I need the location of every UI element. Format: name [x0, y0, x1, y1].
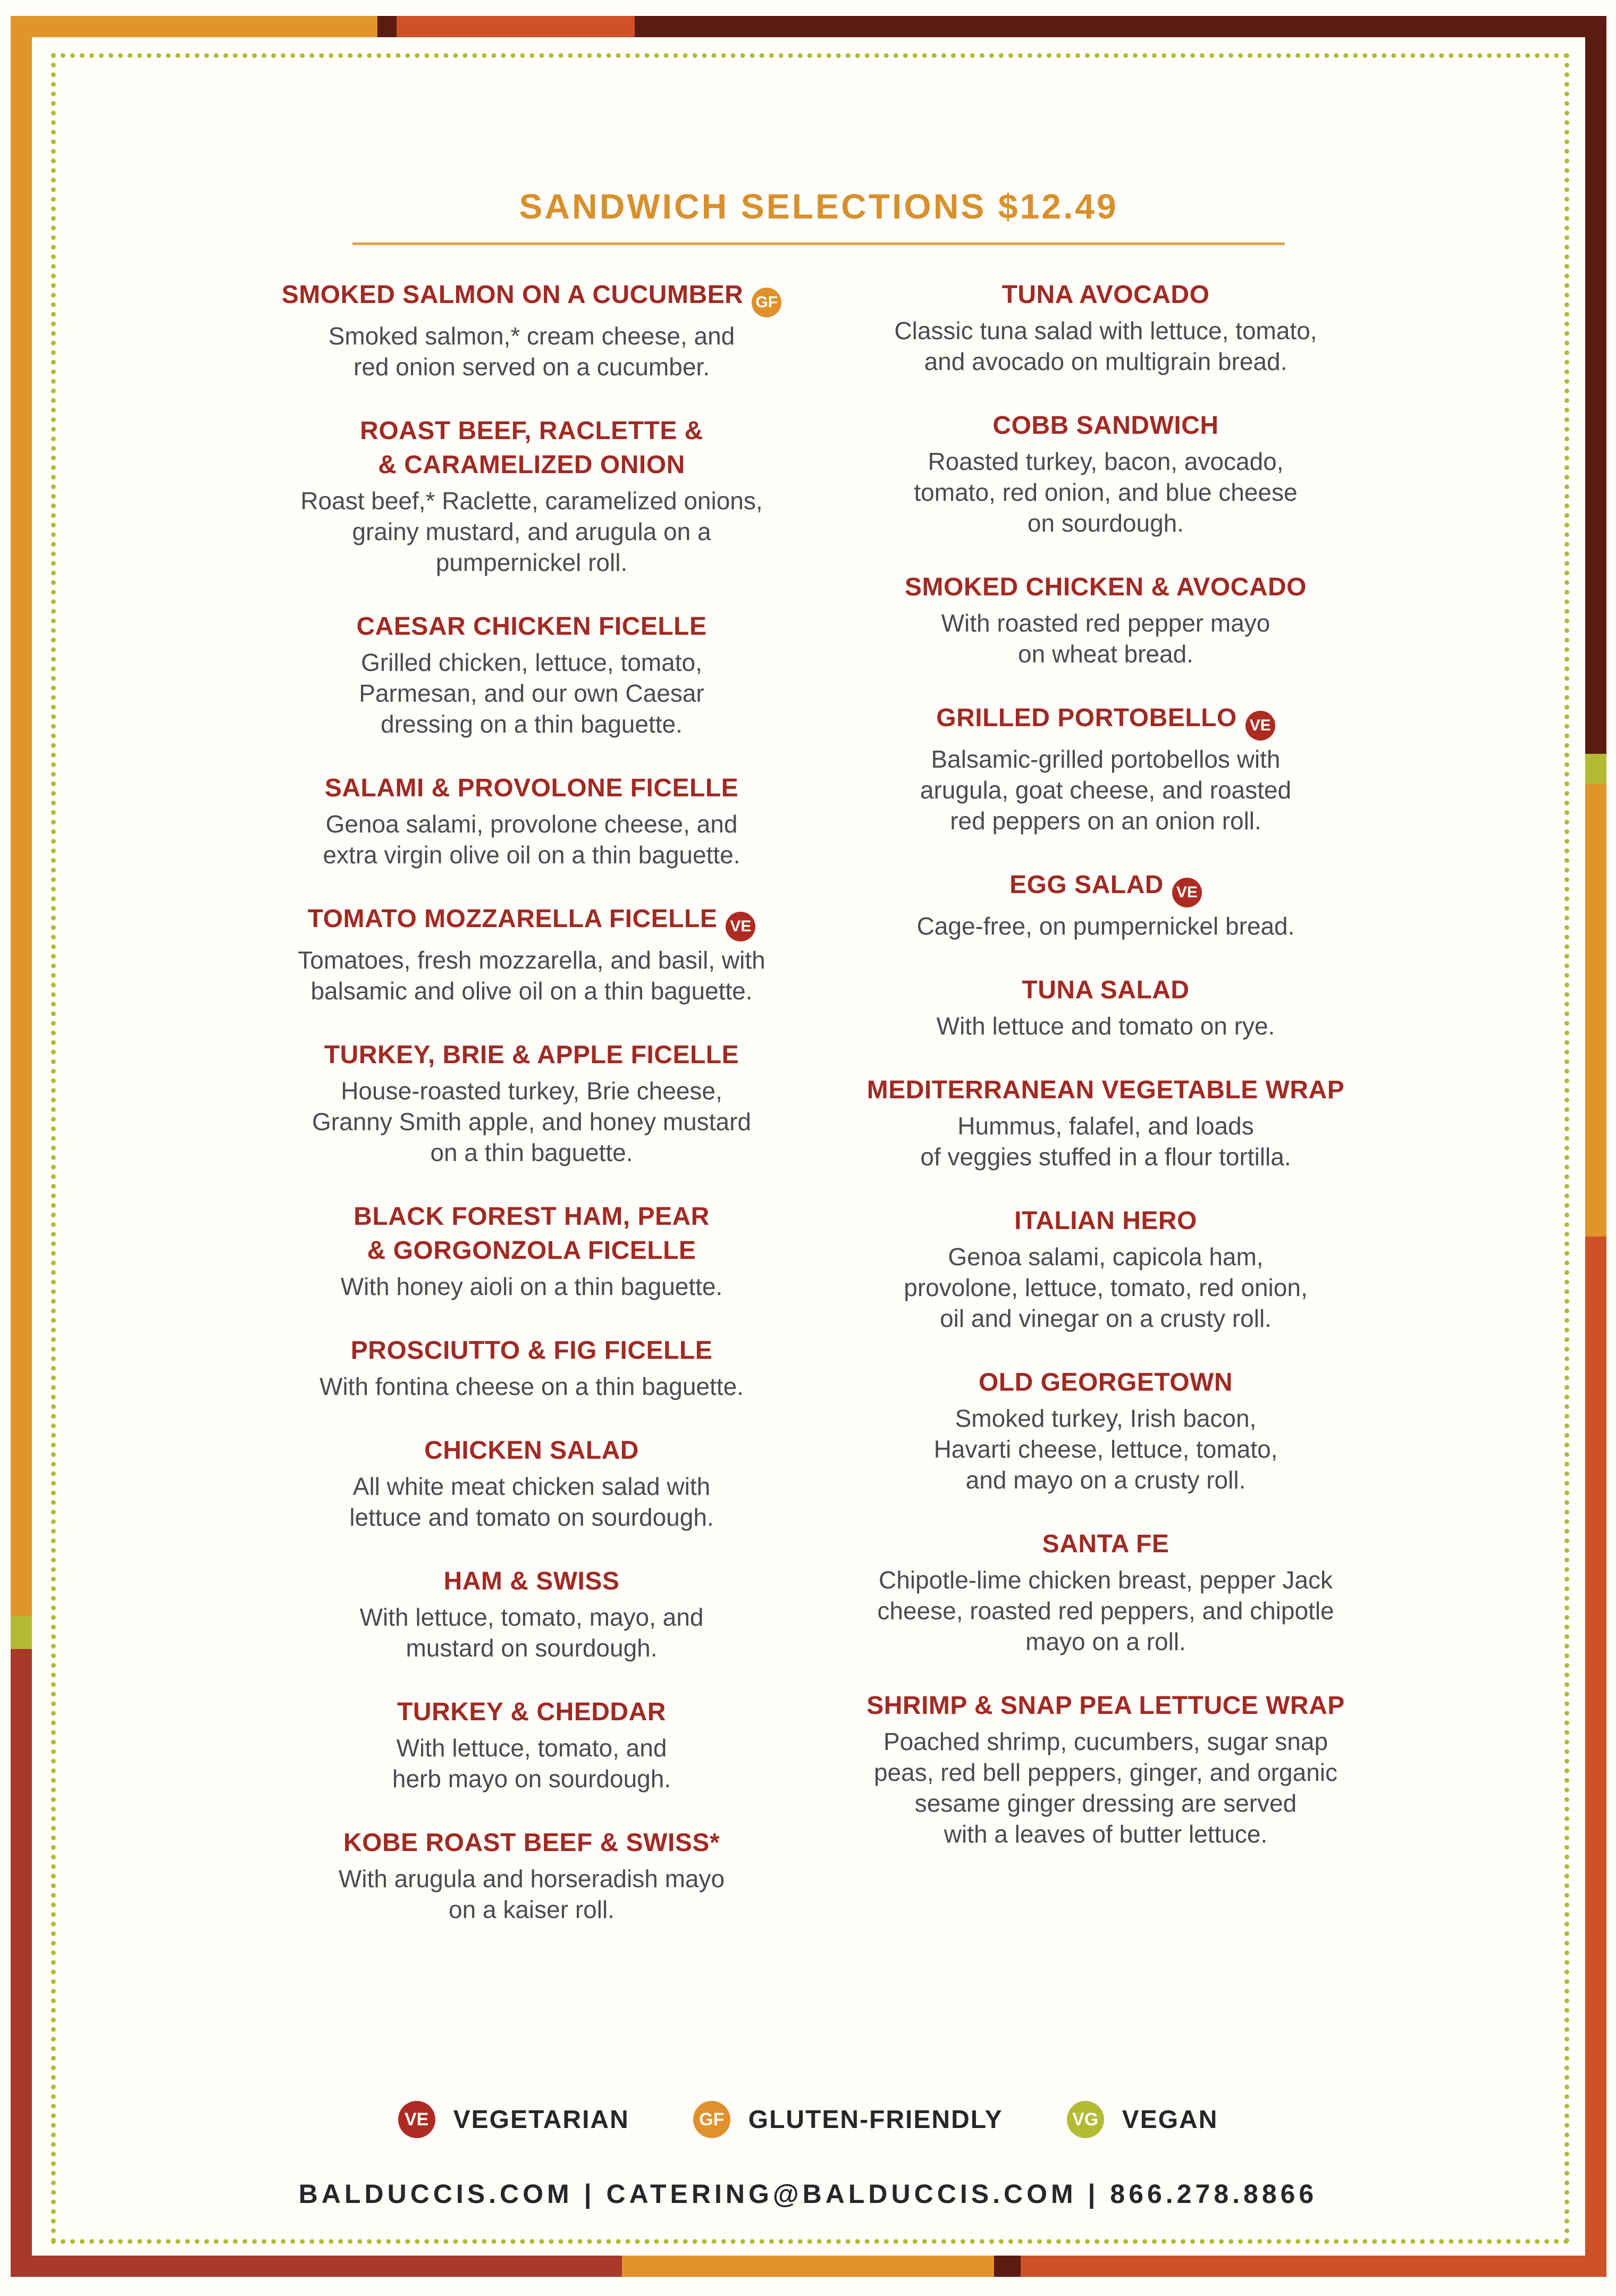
legend-label: VEGAN	[1122, 2105, 1218, 2134]
item-description: Tomatoes, fresh mozzarella, and basil, with balsamic and olive oil on a thin baguette.	[298, 946, 765, 1005]
footer-contact-line: BALDUCCIS.COM | CATERING@BALDUCCIS.COM | 866.278.8866	[298, 2179, 1318, 2209]
legend-badge-gf-icon: GF	[693, 2101, 730, 2138]
item-name: KOBE ROAST BEEF & SWISS*	[343, 1829, 720, 1857]
menu-item	[837, 278, 1374, 377]
legend-badge-ve-icon: VE	[398, 2101, 435, 2138]
diet-badge-ve-icon: VE	[1172, 878, 1202, 907]
left-bar-green-segment	[11, 1616, 32, 1649]
item-description: Genoa salami, provolone cheese, and extra virgin olive oil on a thin baguette.	[323, 810, 740, 869]
menu-item	[837, 409, 1374, 539]
top-band-maroon-sliver	[377, 16, 397, 37]
item-description: Balsamic-grilled portobellos with arugula, goat cheese, and roasted red peppers on an onion roll.	[920, 745, 1292, 835]
diet-legend	[0, 2101, 1616, 2138]
legend-label: GLUTEN-FRIENDLY	[748, 2105, 1003, 2134]
item-name: TURKEY & CHEDDAR	[397, 1698, 666, 1726]
item-description: Smoked turkey, Irish bacon, Havarti cheese, lettuce, tomato, and mayo on a crusty roll.	[933, 1404, 1278, 1494]
item-name: SALAMI & PROVOLONE FICELLE	[324, 774, 739, 802]
menu-item	[837, 570, 1374, 669]
item-name: HAM & SWISS	[443, 1567, 620, 1595]
item-description: Cage-free, on pumpernickel bread.	[916, 912, 1295, 940]
item-description: Genoa salami, capicola ham, provolone, lettuce, tomato, red onion, oil and vinegar on a crusty roll.	[904, 1243, 1308, 1332]
left-border-bar	[11, 37, 32, 2256]
menu-item	[837, 1689, 1374, 1849]
item-name: TOMATO MOZZARELLA FICELLE VE	[263, 902, 800, 941]
item-description: Classic tuna salad with lettuce, tomato, and avocado on multigrain bread.	[894, 317, 1317, 375]
legend-entry	[398, 2101, 629, 2138]
menu-columns	[250, 278, 1387, 1957]
item-description: With roasted red pepper mayo on wheat bread.	[941, 609, 1270, 668]
item-description: Smoked salmon,* cream cheese, and red onion served on a cucumber.	[328, 322, 735, 381]
item-name: ITALIAN HERO	[1014, 1207, 1197, 1235]
top-band-maroon-segment	[635, 16, 1606, 37]
diet-badge-gf-icon: GF	[752, 288, 781, 317]
menu-item	[263, 1826, 800, 1925]
menu-item	[837, 973, 1374, 1041]
item-name: CHICKEN SALAD	[424, 1436, 639, 1465]
menu-item	[263, 610, 800, 739]
menu-content	[250, 186, 1387, 1957]
menu-item	[263, 902, 800, 1006]
item-name: SANTA FE	[1042, 1530, 1169, 1558]
left-bar-brick-segment	[11, 1649, 32, 2256]
item-description: House-roasted turkey, Brie cheese, Granny Smith apple, and honey mustard on a thin baguette.	[312, 1077, 751, 1166]
menu-item	[263, 1038, 800, 1168]
item-description: With arugula and horseradish mayo on a kaiser roll.	[338, 1865, 725, 1923]
menu-item	[263, 1434, 800, 1533]
menu-item	[263, 278, 800, 382]
top-band-orange-segment	[11, 16, 377, 37]
bottom-band-orange-segment	[622, 2256, 994, 2277]
legend-badge-vg-icon: VG	[1067, 2101, 1104, 2138]
diet-badge-ve-icon: VE	[1245, 711, 1275, 741]
item-description: All white meat chicken salad with lettuce and tomato on sourdough.	[349, 1473, 714, 1531]
item-name: TUNA SALAD	[1022, 976, 1190, 1004]
item-description: Poached shrimp, cucumbers, sugar snap peas, red bell peppers, ginger, and organic sesame ginger dressing are served with a leaves of butter lettuce.	[873, 1728, 1338, 1848]
item-name: PROSCIUTTO & FIG FICELLE	[350, 1336, 713, 1365]
item-name: GRILLED PORTOBELLO VE	[837, 701, 1374, 741]
item-description: With lettuce, tomato, mayo, and mustard on sourdough.	[359, 1603, 704, 1662]
bottom-band-vermillion-segment	[1021, 2256, 1606, 2277]
legend-entry	[1067, 2101, 1218, 2138]
item-name: COBB SANDWICH	[992, 411, 1219, 440]
item-name: ROAST BEEF, RACLETTE & & CARAMELIZED ONION	[360, 417, 703, 479]
bottom-band-brick-segment	[11, 2256, 622, 2277]
item-name: BLACK FOREST HAM, PEAR & GORGONZOLA FICELLE	[354, 1202, 710, 1265]
item-name: OLD GEORGETOWN	[978, 1368, 1233, 1397]
item-description: With lettuce, tomato, and herb mayo on sourdough.	[392, 1734, 671, 1793]
menu-item	[837, 868, 1374, 941]
item-description: Hummus, falafel, and loads of veggies stuffed in a flour tortilla.	[920, 1112, 1291, 1171]
menu-item	[263, 1334, 800, 1402]
item-name: EGG SALAD VE	[837, 868, 1374, 907]
menu-item	[263, 771, 800, 870]
diet-badge-ve-icon: VE	[726, 912, 755, 941]
title-divider-rule	[352, 242, 1285, 245]
right-bar-green-segment	[1585, 754, 1606, 784]
item-description: Chipotle-lime chicken breast, pepper Jack cheese, roasted red peppers, and chipotle mayo on a roll.	[877, 1566, 1334, 1655]
right-bar-orange-segment	[1585, 784, 1606, 1237]
legend-entry	[693, 2101, 1003, 2138]
left-bar-orange-segment	[11, 37, 32, 1616]
top-band-vermillion-segment	[397, 16, 635, 37]
item-name: TUNA AVOCADO	[1001, 281, 1210, 309]
menu-item	[263, 1200, 800, 1302]
item-description: Roasted turkey, bacon, avocado, tomato, red onion, and blue cheese on sourdough.	[914, 448, 1298, 537]
item-description: With honey aioli on a thin baguette.	[340, 1273, 723, 1300]
column-left	[263, 278, 800, 1957]
item-name: TURKEY, BRIE & APPLE FICELLE	[324, 1041, 739, 1069]
item-name: SHRIMP & SNAP PEA LETTUCE WRAP	[866, 1692, 1345, 1720]
page-title: SANDWICH SELECTIONS $12.49	[519, 187, 1118, 226]
menu-item	[263, 414, 800, 578]
bottom-border-band	[11, 2256, 1606, 2277]
column-right	[837, 278, 1374, 1881]
menu-item	[263, 1565, 800, 1663]
item-name: CAESAR CHICKEN FICELLE	[356, 612, 707, 641]
top-border-band	[11, 16, 1606, 37]
right-border-bar	[1585, 37, 1606, 2256]
menu-item	[837, 1527, 1374, 1657]
bottom-band-maroon-sliver	[994, 2256, 1021, 2277]
menu-item	[837, 1204, 1374, 1334]
menu-item	[263, 1695, 800, 1794]
item-description: With lettuce and tomato on rye.	[936, 1012, 1275, 1040]
right-bar-maroon-segment	[1585, 37, 1606, 754]
menu-item	[837, 1366, 1374, 1495]
item-description: Roast beef,* Raclette, caramelized onions, grainy mustard, and arugula on a pumpernickel roll.	[300, 487, 763, 576]
menu-item	[837, 701, 1374, 836]
menu-item	[837, 1073, 1374, 1172]
item-description: With fontina cheese on a thin baguette.	[319, 1373, 744, 1400]
item-description: Grilled chicken, lettuce, tomato, Parmesan, and our own Caesar dressing on a thin baguette.	[359, 649, 704, 738]
item-name: SMOKED CHICKEN & AVOCADO	[904, 573, 1307, 601]
item-name: SMOKED SALMON ON A CUCUMBER GF	[263, 278, 800, 317]
item-name: MEDITERRANEAN VEGETABLE WRAP	[866, 1076, 1345, 1104]
legend-label: VEGETARIAN	[453, 2105, 629, 2134]
